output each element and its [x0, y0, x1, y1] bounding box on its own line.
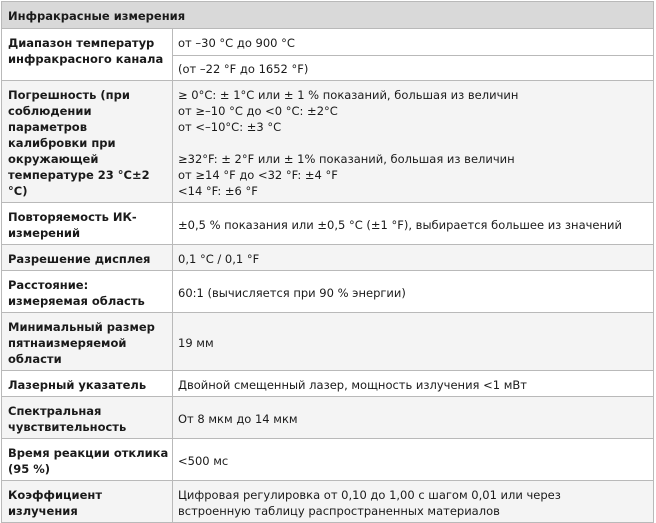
row-label-spectral-response: Спектральная чувствительность: [2, 397, 173, 439]
table-row: [2, 245, 654, 271]
value-celsius: от –30 °C до 900 °C: [178, 36, 295, 50]
row-value-accuracy: ≥ 0°C: ± 1°C или ± 1 % показаний, большая из величин от ≥–10 °C до <0 °C: ±2°C от <–10°C: ±3 °C ≥32°F: ± 2°F или ± 1% показаний, большая из величин от ≥14 °F до <32 °F: ±4 °F <14 °F: ±6 °F: [173, 81, 654, 203]
row-label-distance-spot: Расстояние: измеряемая область: [2, 271, 173, 313]
table-row: [2, 397, 654, 439]
section-header: Инфракрасные измерения: [2, 2, 654, 29]
row-label-response-time: Время реакции отклика (95 %): [2, 439, 173, 481]
row-value-response-time: <500 мс: [173, 439, 654, 481]
table-row: [2, 271, 654, 313]
row-value-display-resolution: 0,1 °C / 0,1 °F: [173, 245, 654, 271]
specifications-table: [1, 1, 654, 523]
row-value-repeatability: ±0,5 % показания или ±0,5 °C (±1 °F), выбирается большее из значений: [173, 203, 654, 245]
table-row: [2, 29, 654, 81]
row-value-laser-pointer: Двойной смещенный лазер, мощность излучения <1 мВт: [173, 371, 654, 397]
table-row: [2, 81, 654, 203]
table-row: [2, 481, 654, 523]
row-label-accuracy: Погрешность (при соблюдении параметров калибровки при окружающей температуре 23 °C±2 °C): [2, 81, 173, 203]
row-value-temperature-range: [173, 29, 654, 81]
value-fahrenheit: (от –22 °F до 1652 °F): [173, 55, 653, 77]
row-value-min-spot-size: 19 мм: [173, 313, 654, 371]
row-label-emissivity: Коэффициент излучения: [2, 481, 173, 523]
table-row: [2, 439, 654, 481]
row-value-spectral-response: От 8 мкм до 14 мкм: [173, 397, 654, 439]
row-label-min-spot-size: Минимальный размер пятнаизмеряемой области: [2, 313, 173, 371]
row-label-laser-pointer: Лазерный указатель: [2, 371, 173, 397]
row-value-distance-spot: 60:1 (вычисляется при 90 % энергии): [173, 271, 654, 313]
table-row: [2, 371, 654, 397]
row-label-repeatability: Повторяемость ИК- измерений: [2, 203, 173, 245]
row-label-display-resolution: Разрешение дисплея: [2, 245, 173, 271]
row-value-emissivity: Цифровая регулировка от 0,10 до 1,00 с шагом 0,01 или через встроенную таблицу распространенных материалов: [173, 481, 654, 523]
table-row: [2, 313, 654, 371]
row-label-temperature-range: Диапазон температур инфракрасного канала: [2, 29, 173, 81]
table-row: [2, 203, 654, 245]
